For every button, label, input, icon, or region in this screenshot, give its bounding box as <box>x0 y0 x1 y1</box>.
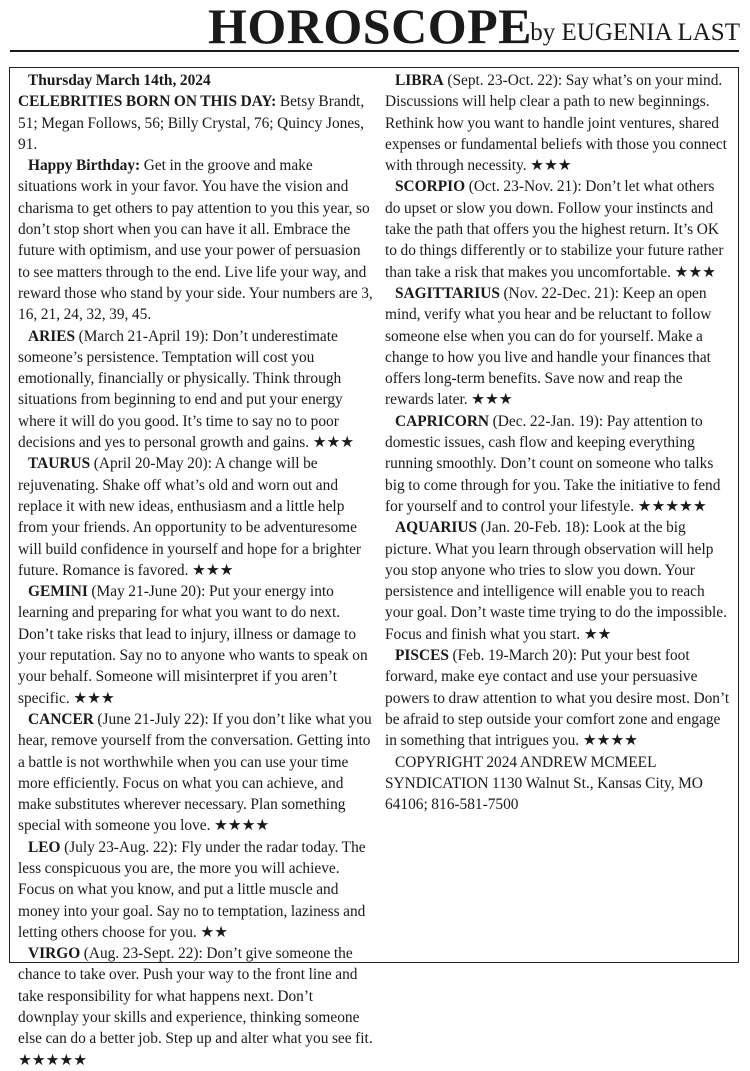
sign-name: ARIES <box>28 327 76 345</box>
masthead-rule <box>10 50 739 52</box>
sign-text: A change will be rejuvenating. Shake off what’s old and worn out and replace it with new ideas, enthusiasm and a little help from your friends. An opportunity to be adventuresome will build confidence in yourself and hope for a brighter future. Romance is favored. <box>18 455 362 579</box>
sign-dates: (Sept. 23-Oct. 22): <box>447 72 563 89</box>
sign-libra <box>385 70 731 176</box>
sign-name: SAGITTARIUS <box>395 284 500 302</box>
sign-aquarius <box>385 517 731 645</box>
page-title: HOROSCOPE <box>208 0 532 54</box>
sign-cancer <box>18 709 374 837</box>
birthday-label: Happy Birthday: <box>28 157 141 175</box>
star-rating: ★★★ <box>674 263 716 281</box>
celebrities-text: Betsy Brandt, 51; Megan Follows, 56; Billy Crystal, 76; Quincy Jones, 91. <box>18 93 365 153</box>
star-rating: ★★ <box>583 625 612 643</box>
sign-name: LIBRA <box>395 72 444 89</box>
sign-capricorn <box>385 411 731 517</box>
sign-dates: (April 20-May 20): <box>93 455 212 473</box>
sign-gemini <box>18 581 374 709</box>
sign-text: Don’t let what others do upset or slow you down. Follow your instincts and take the path that offers you the highest return. It’s OK to do things differently or to stabilize your future rather than take a risk that makes you uncomfortable. <box>385 178 724 281</box>
star-rating: ★★★★★ <box>637 497 707 515</box>
sign-text: Fly under the radar today. The less conspicuous you are, the more you will achieve. Focus on what you know, and put a little muscle and money into your goal. Say no to temptation, laziness and letting others choose for you. <box>18 838 366 941</box>
sign-name: CAPRICORN <box>395 412 490 430</box>
sign-text: Put your best foot forward, make eye contact and use your persuasive powers to draw attention to what you desire most. Don’t be afraid to step outside your comfort zone and engage in something that intrigues you. <box>385 647 730 750</box>
celebrities-label: CELEBRITIES BORN ON THIS DAY: <box>18 93 277 111</box>
sign-dates: (Feb. 19-March 20): <box>452 647 578 665</box>
sign-dates: (Aug. 23-Sept. 22): <box>83 945 203 963</box>
star-rating: ★★ <box>200 923 228 941</box>
sign-text: Don’t underestimate someone’s persistence. Temptation will cost you emotionally, financially or physically. Think through situations from beginning to end and put your energy where it will do you good. It’s time to say no to poor decisions and yes to personal growth and gains. <box>18 327 343 452</box>
sign-sagittarius <box>385 283 731 411</box>
sign-taurus <box>18 453 374 581</box>
sign-dates: (June 21-July 22): <box>97 710 209 728</box>
sign-name: VIRGO <box>28 945 81 963</box>
sign-name: SCORPIO <box>395 178 466 196</box>
sign-text: Keep an open mind, verify what you hear and be reluctant to follow someone else when you can do for yourself. Make a change to how you live and handle your finances that offers long-term benefits. Save now and reap the rewards later. <box>385 284 712 409</box>
sign-text: Pay attention to domestic issues, cash flow and keeping everything running smoothly. Don’t count on someone who talks big to come through for you. Take the initiative to fend for yourself and to control your lifestyle. <box>385 412 721 515</box>
sign-dates: (Dec. 22-Jan. 19): <box>492 412 604 430</box>
sign-dates: (Nov. 22-Dec. 21): <box>503 284 619 302</box>
left-column <box>18 70 374 1071</box>
sign-name: GEMINI <box>28 583 88 601</box>
sign-leo <box>18 837 374 943</box>
masthead <box>0 0 750 56</box>
sign-name: LEO <box>28 838 61 856</box>
birthday-paragraph <box>18 155 374 325</box>
star-rating: ★★★★ <box>214 817 270 835</box>
sign-text: Don’t give someone the chance to take over. Push your way to the front line and take responsibility for what happens next. Don’t downplay your skills and experience, thinking someone else can do a better job. Step up and alter what you see fit. <box>18 945 373 1048</box>
sign-dates: (March 21-April 19): <box>78 327 209 345</box>
sign-name: TAURUS <box>28 455 91 473</box>
byline: by EUGENIA LAST <box>530 19 740 46</box>
sign-virgo <box>18 943 374 1071</box>
sign-name: CANCER <box>28 710 94 728</box>
copyright-notice: COPYRIGHT 2024 ANDREW MCMEEL SYNDICATION 1130 Walnut St., Kansas City, MO 64106; 816-581-7500 <box>385 753 703 814</box>
sign-dates: (May 21-June 20): <box>91 583 206 601</box>
star-rating: ★★★ <box>471 391 513 409</box>
right-column <box>385 70 731 815</box>
star-rating: ★★★ <box>312 434 355 452</box>
sign-pisces <box>385 645 731 751</box>
star-rating: ★★★★ <box>582 732 638 750</box>
sign-name: PISCES <box>395 647 449 665</box>
sign-scorpio <box>385 176 731 282</box>
celebrities-paragraph <box>18 91 374 155</box>
sign-text: Put your energy into learning and preparing for what you want to do next. Don’t take risks that lead to injury, illness or damage to your reputation. Say no to anyone who wants to speak on your behalf. Someone will misinterpret if you aren’t specific. <box>18 583 368 707</box>
sign-dates: (Jan. 20-Feb. 18): <box>480 519 590 537</box>
column-date: Thursday March 14th, 2024 <box>28 72 211 89</box>
star-rating: ★★★ <box>73 689 115 707</box>
birthday-text: Get in the groove and make situations work in your favor. You have the vision and charisma to get others to pay attention to you this year, so don’t stop short when you can have it all. Embrace the future with optimism, and use your power of persuasion to see matters through to the end. Live life your way, and reward those who stand by your side. Your numbers are 3, 16, 21, 24, 32, 39, 45. <box>18 157 373 324</box>
star-rating: ★★★ <box>530 157 572 175</box>
sign-aries <box>18 326 374 454</box>
sign-text: If you don’t like what you hear, remove yourself from the conversation. Getting into a battle is not worthwhile when you can use your time more efficiently. Focus on what you can achieve, and make substitutes wherever necessary. Plan something special with someone you love. <box>18 710 372 835</box>
horoscope-box <box>9 67 739 1069</box>
sign-name: AQUARIUS <box>395 519 478 537</box>
sign-dates: (July 23-Aug. 22): <box>64 838 178 856</box>
sign-dates: (Oct. 23-Nov. 21): <box>468 178 582 196</box>
star-rating: ★★★ <box>192 561 234 579</box>
sign-text: Say what’s on your mind. Discussions will help clear a path to new beginnings. Rethink how you want to handle joint ventures, shared expenses or fundamental beliefs with those you connect with through necessity. <box>385 72 727 175</box>
sign-text: Look at the big picture. What you learn through observation will help you stop anyone who tries to slow you down. Your persistence and intelligence will enable you to reach your goal. Don’t waste time trying to do the impossible. Focus and finish what you start. <box>385 519 727 643</box>
star-rating: ★★★★★ <box>18 1051 87 1069</box>
